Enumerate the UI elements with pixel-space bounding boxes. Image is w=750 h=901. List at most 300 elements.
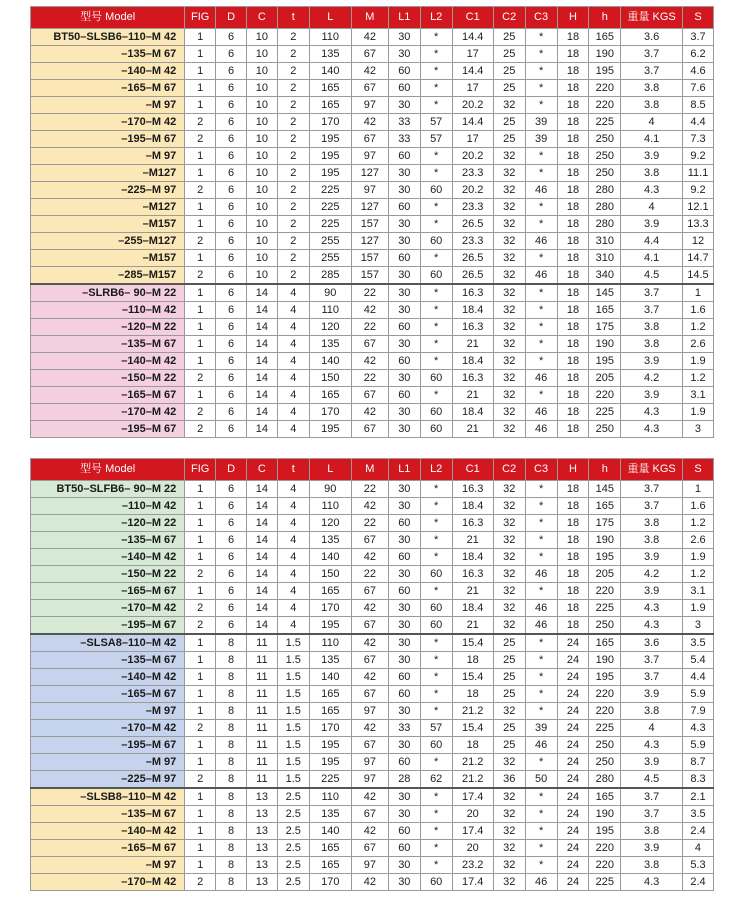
table-row [31,857,714,874]
table-row [31,80,714,97]
value-cell: 2.6 [682,532,713,549]
model-cell: –140–M 42 [31,823,185,840]
value-cell: 1 [185,353,216,370]
model-cell: –M 97 [31,754,185,771]
value-cell: 6 [216,182,247,199]
value-cell: 220 [589,840,621,857]
value-cell: 3.1 [682,387,713,404]
value-cell: * [420,669,452,686]
column-header: S [682,7,713,29]
value-cell: 6 [216,233,247,250]
value-cell: 1 [185,652,216,669]
value-cell: 30 [388,857,420,874]
value-cell: 17 [452,46,493,63]
column-header: 重量 KGS [621,7,683,29]
value-cell: 25 [493,652,525,669]
value-cell: 165 [309,97,351,114]
model-cell: BT50–SLFB6– 90–M 22 [31,481,185,498]
value-cell: 250 [589,165,621,182]
value-cell: 3.6 [621,29,683,46]
value-cell: * [525,302,557,319]
value-cell: 8 [216,703,247,720]
value-cell: 8 [216,840,247,857]
value-cell: 30 [388,29,420,46]
model-cell: –165–M 67 [31,686,185,703]
value-cell: 60 [388,148,420,165]
value-cell: 2 [277,46,309,63]
table-row [31,515,714,532]
value-cell: * [525,148,557,165]
value-cell: 4.5 [621,771,683,789]
value-cell: 1 [185,46,216,63]
value-cell: 17.4 [452,788,493,806]
value-cell: 2 [277,29,309,46]
value-cell: 4.3 [621,182,683,199]
value-cell: 42 [351,498,388,515]
column-header: L [309,7,351,29]
value-cell: 14 [246,549,277,566]
value-cell: 67 [351,421,388,438]
model-cell: –165–M 67 [31,80,185,97]
table-row [31,199,714,216]
value-cell: 4 [277,302,309,319]
value-cell: 60 [420,421,452,438]
value-cell: 32 [493,840,525,857]
value-cell: 32 [493,370,525,387]
value-cell: * [420,165,452,182]
value-cell: 2 [185,874,216,891]
value-cell: 3.8 [621,532,683,549]
value-cell: 14 [246,515,277,532]
value-cell: 60 [420,182,452,199]
value-cell: 1 [185,583,216,600]
model-cell: –195–M 67 [31,131,185,148]
table-row [31,302,714,319]
value-cell: 4.2 [621,566,683,583]
value-cell: 60 [388,669,420,686]
value-cell: 21 [452,421,493,438]
value-cell: 24 [557,806,589,823]
value-cell: 2 [185,114,216,131]
value-cell: 2 [277,114,309,131]
value-cell: 8.3 [682,771,713,789]
value-cell: 4.4 [682,669,713,686]
value-cell: 140 [309,669,351,686]
value-cell: * [525,583,557,600]
value-cell: 30 [388,97,420,114]
value-cell: 3.6 [621,634,683,652]
value-cell: 60 [388,80,420,97]
value-cell: 42 [351,720,388,737]
value-cell: 1.2 [682,319,713,336]
value-cell: 30 [388,617,420,635]
value-cell: 340 [589,267,621,285]
value-cell: 225 [309,771,351,789]
value-cell: 32 [493,302,525,319]
value-cell: 32 [493,199,525,216]
table-row [31,669,714,686]
value-cell: 26.5 [452,267,493,285]
model-cell: –135–M 67 [31,532,185,549]
value-cell: 60 [420,267,452,285]
value-cell: 14 [246,481,277,498]
value-cell: 165 [309,80,351,97]
value-cell: 195 [589,63,621,80]
table-row [31,806,714,823]
value-cell: 6 [216,353,247,370]
value-cell: 1 [185,737,216,754]
value-cell: 4 [277,421,309,438]
value-cell: 60 [388,319,420,336]
value-cell: * [420,319,452,336]
table-row [31,771,714,789]
value-cell: 220 [589,387,621,404]
value-cell: 20.2 [452,97,493,114]
value-cell: 310 [589,233,621,250]
value-cell: 220 [589,80,621,97]
value-cell: 1 [185,165,216,182]
value-cell: 42 [351,600,388,617]
column-header: D [216,459,247,481]
value-cell: 28 [388,771,420,789]
value-cell: 14.4 [452,114,493,131]
value-cell: 67 [351,686,388,703]
column-header: D [216,7,247,29]
value-cell: 6 [216,404,247,421]
value-cell: 250 [589,754,621,771]
value-cell: 32 [493,806,525,823]
value-cell: 14 [246,532,277,549]
column-header: M [351,7,388,29]
model-cell: BT50–SLSB6–110–M 42 [31,29,185,46]
value-cell: 3.5 [682,806,713,823]
value-cell: 2 [185,566,216,583]
value-cell: 2.5 [277,788,309,806]
value-cell: 4.3 [621,600,683,617]
value-cell: 8 [216,806,247,823]
value-cell: 97 [351,97,388,114]
value-cell: * [525,284,557,302]
value-cell: 195 [309,148,351,165]
value-cell: * [525,823,557,840]
value-cell: 6 [216,97,247,114]
table-row [31,600,714,617]
value-cell: 10 [246,114,277,131]
value-cell: 280 [589,771,621,789]
value-cell: 3.9 [621,686,683,703]
value-cell: 67 [351,583,388,600]
value-cell: 170 [309,114,351,131]
value-cell: 1.5 [277,634,309,652]
value-cell: 67 [351,617,388,635]
value-cell: 1 [185,216,216,233]
value-cell: 32 [493,216,525,233]
value-cell: 250 [589,617,621,635]
value-cell: 42 [351,404,388,421]
value-cell: 3.7 [621,806,683,823]
model-cell: –M127 [31,199,185,216]
value-cell: 5.9 [682,686,713,703]
value-cell: 18 [557,80,589,97]
value-cell: 1.6 [682,302,713,319]
value-cell: 62 [420,771,452,789]
column-header: C1 [452,7,493,29]
value-cell: 24 [557,634,589,652]
value-cell: * [525,669,557,686]
value-cell: 24 [557,737,589,754]
value-cell: 18 [557,114,589,131]
value-cell: * [525,806,557,823]
value-cell: 285 [309,267,351,285]
value-cell: 32 [493,874,525,891]
value-cell: 11 [246,634,277,652]
value-cell: 170 [309,874,351,891]
value-cell: 6 [216,421,247,438]
value-cell: 9.2 [682,182,713,199]
table-row [31,686,714,703]
value-cell: 145 [589,481,621,498]
value-cell: 2 [277,148,309,165]
value-cell: 2 [277,267,309,285]
value-cell: 4.3 [621,737,683,754]
value-cell: 3.9 [621,148,683,165]
value-cell: 60 [388,549,420,566]
value-cell: 8 [216,857,247,874]
value-cell: 60 [420,370,452,387]
value-cell: * [420,515,452,532]
value-cell: 4.3 [621,874,683,891]
value-cell: 3.7 [621,63,683,80]
value-cell: 6 [216,387,247,404]
value-cell: 67 [351,532,388,549]
value-cell: 67 [351,652,388,669]
value-cell: 18 [557,46,589,63]
value-cell: 30 [388,566,420,583]
value-cell: 60 [388,754,420,771]
value-cell: 110 [309,498,351,515]
value-cell: 3.8 [621,703,683,720]
value-cell: 10 [246,165,277,182]
value-cell: 140 [309,549,351,566]
column-header: 型号 Model [31,7,185,29]
table-row [31,652,714,669]
value-cell: 30 [388,421,420,438]
model-cell: –M157 [31,216,185,233]
value-cell: 4 [277,532,309,549]
value-cell: 8 [216,737,247,754]
value-cell: 17 [452,131,493,148]
value-cell: 2.5 [277,823,309,840]
value-cell: 32 [493,148,525,165]
value-cell: 10 [246,131,277,148]
value-cell: 3.9 [621,216,683,233]
column-header: S [682,459,713,481]
value-cell: 3.9 [621,353,683,370]
value-cell: 4 [277,404,309,421]
value-cell: 6 [216,302,247,319]
value-cell: 2 [277,80,309,97]
value-cell: 14 [246,421,277,438]
value-cell: 4 [277,600,309,617]
value-cell: 10 [246,29,277,46]
value-cell: 127 [351,165,388,182]
value-cell: 190 [589,806,621,823]
value-cell: 1.5 [277,703,309,720]
value-cell: 18 [452,737,493,754]
value-cell: * [420,481,452,498]
table-row [31,114,714,131]
value-cell: 24 [557,857,589,874]
value-cell: 42 [351,823,388,840]
value-cell: 33 [388,114,420,131]
value-cell: 32 [493,97,525,114]
value-cell: 32 [493,284,525,302]
value-cell: 60 [388,250,420,267]
value-cell: 2 [185,600,216,617]
value-cell: 1 [185,250,216,267]
value-cell: 195 [589,353,621,370]
value-cell: 4.3 [621,421,683,438]
value-cell: 18 [557,515,589,532]
value-cell: 6 [216,370,247,387]
column-header: FIG [185,459,216,481]
value-cell: 21.2 [452,771,493,789]
value-cell: 8 [216,823,247,840]
model-cell: –225–M 97 [31,771,185,789]
column-header: L1 [388,459,420,481]
value-cell: 25 [493,46,525,63]
value-cell: 30 [388,737,420,754]
value-cell: 2.5 [277,806,309,823]
value-cell: 6 [216,29,247,46]
value-cell: 17.4 [452,874,493,891]
value-cell: 42 [351,874,388,891]
table-row [31,319,714,336]
value-cell: 12.1 [682,199,713,216]
model-cell: –120–M 22 [31,515,185,532]
value-cell: 16.3 [452,284,493,302]
value-cell: * [420,549,452,566]
table-row [31,63,714,80]
column-header: t [277,459,309,481]
value-cell: 1.5 [277,754,309,771]
value-cell: 195 [309,131,351,148]
value-cell: 3.8 [621,857,683,874]
value-cell: 2 [185,267,216,285]
value-cell: * [525,353,557,370]
value-cell: * [525,336,557,353]
value-cell: 11.1 [682,165,713,182]
value-cell: 10 [246,46,277,63]
model-cell: –140–M 42 [31,353,185,370]
value-cell: 3 [682,617,713,635]
value-cell: 2 [185,771,216,789]
model-cell: –225–M 97 [31,182,185,199]
model-cell: –165–M 67 [31,387,185,404]
value-cell: 110 [309,634,351,652]
value-cell: 11 [246,754,277,771]
value-cell: 205 [589,370,621,387]
model-cell: –M 97 [31,703,185,720]
value-cell: 255 [309,233,351,250]
value-cell: 1 [185,686,216,703]
value-cell: 225 [309,182,351,199]
value-cell: 25 [493,686,525,703]
value-cell: 3.9 [621,387,683,404]
value-cell: 60 [388,387,420,404]
header-row [31,7,714,29]
value-cell: 165 [589,29,621,46]
value-cell: 18 [557,148,589,165]
table-row [31,823,714,840]
value-cell: 2 [185,131,216,148]
value-cell: 18 [557,97,589,114]
table-row [31,216,714,233]
value-cell: * [420,387,452,404]
value-cell: 1 [185,80,216,97]
value-cell: 6 [216,549,247,566]
value-cell: 16.3 [452,370,493,387]
table-row [31,336,714,353]
value-cell: 18 [557,549,589,566]
value-cell: 4.3 [682,720,713,737]
value-cell: 1.9 [682,353,713,370]
value-cell: 14 [246,617,277,635]
value-cell: 2 [185,404,216,421]
value-cell: 195 [589,669,621,686]
value-cell: 250 [589,737,621,754]
value-cell: 50 [525,771,557,789]
value-cell: 21.2 [452,754,493,771]
value-cell: 11 [246,686,277,703]
value-cell: 4 [277,370,309,387]
table-row [31,634,714,652]
value-cell: 32 [493,250,525,267]
value-cell: 10 [246,250,277,267]
value-cell: 90 [309,284,351,302]
value-cell: 3.8 [621,336,683,353]
value-cell: 195 [589,823,621,840]
spec-table-2 [30,458,714,891]
value-cell: * [525,634,557,652]
value-cell: 1 [185,754,216,771]
value-cell: 14 [246,387,277,404]
value-cell: 32 [493,421,525,438]
value-cell: 2.4 [682,874,713,891]
value-cell: * [420,498,452,515]
value-cell: 2 [277,233,309,250]
value-cell: 30 [388,874,420,891]
value-cell: 46 [525,737,557,754]
value-cell: 4.4 [682,114,713,131]
model-cell: –140–M 42 [31,669,185,686]
model-cell: –195–M 67 [31,617,185,635]
value-cell: 16.3 [452,515,493,532]
value-cell: 39 [525,131,557,148]
value-cell: 20 [452,806,493,823]
value-cell: 4.3 [621,617,683,635]
table-row [31,703,714,720]
value-cell: 6 [216,199,247,216]
value-cell: 1 [185,199,216,216]
value-cell: 3.1 [682,583,713,600]
value-cell: 3.9 [621,840,683,857]
value-cell: 32 [493,566,525,583]
value-cell: 2 [185,720,216,737]
value-cell: 46 [525,267,557,285]
value-cell: 42 [351,634,388,652]
value-cell: 25 [493,634,525,652]
